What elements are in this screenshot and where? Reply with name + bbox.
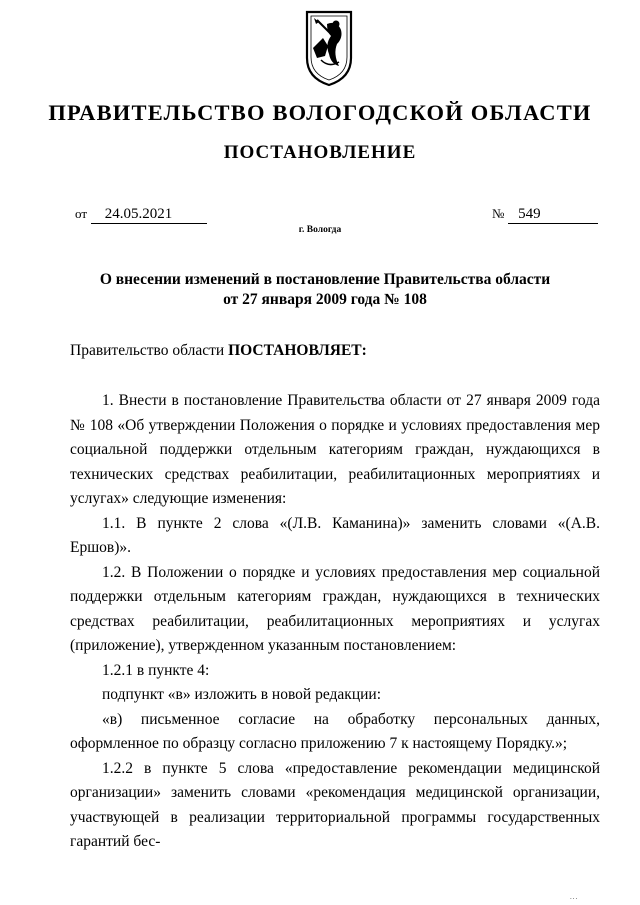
number-value: 549 — [508, 205, 598, 224]
paragraph-1: 1. Внести в постановление Правительства области от 27 января 2009 года № 108 «Об утверждении Положения о порядке и условиях предоставления мер социальной поддержки отдельным категориям граждан, нуждающихся в технических средствах реабилитации, реабилитационных мероприятиях и услугах» следующие изменения: — [70, 392, 600, 507]
paragraph-1-2-2: 1.2.2 в пункте 5 слова «предоставление рекомендации медицинской организации» заменить словами «рекомендация медицинской организации, участвующей в реализации территориальной программы государственных гарантий бес- — [70, 759, 600, 850]
document-subject — [60, 270, 590, 310]
paragraph-1-2-1: 1.2.1 в пункте 4: — [102, 661, 210, 679]
date-block — [75, 205, 207, 224]
number-label: № — [492, 206, 505, 221]
date-value: 24.05.2021 — [91, 205, 207, 224]
paragraph-subpoint: подпункт «в» изложить в новой редакции: — [102, 686, 382, 703]
document-type-title: ПОСТАНОВЛЕНИЕ — [223, 142, 417, 163]
paragraph-1-2: 1.2. В Положении о порядке и условиях предоставления мер социальной поддержки отдельным категориям граждан, нуждающихся в технических средствах реабилитации, реабилитационных мероприятиях и услугах (приложение), утвержденном указанным постановлением: — [70, 563, 600, 654]
document-body — [70, 389, 600, 855]
page-mark: ... — [570, 893, 579, 901]
preamble-verb: ПОСТАНОВЛЯЕТ: — [228, 342, 367, 359]
coat-of-arms-icon — [303, 8, 355, 88]
paragraph-1-1: 1.1. В пункте 2 слова «(Л.В. Каманина)» заменить словами «(А.В. Ершов)». — [70, 514, 600, 556]
preamble-lead: Правительство области — [70, 342, 229, 359]
date-label: от — [75, 206, 88, 221]
paragraph-new-wording: «в) письменное согласие на обработку персональных данных, оформленное по образцу согласно приложению 7 к настоящему Порядку.»; — [70, 710, 600, 752]
government-title: ПРАВИТЕЛЬСТВО ВОЛОГОДСКОЙ ОБЛАСТИ — [48, 100, 592, 125]
preamble — [70, 342, 367, 360]
subject-line-1: О внесении изменений в постановление Правительства области — [99, 271, 551, 288]
city-name: г. Вологда — [298, 225, 342, 235]
number-block — [492, 205, 598, 224]
subject-line-2: от 27 января 2009 года № 108 — [223, 291, 427, 308]
